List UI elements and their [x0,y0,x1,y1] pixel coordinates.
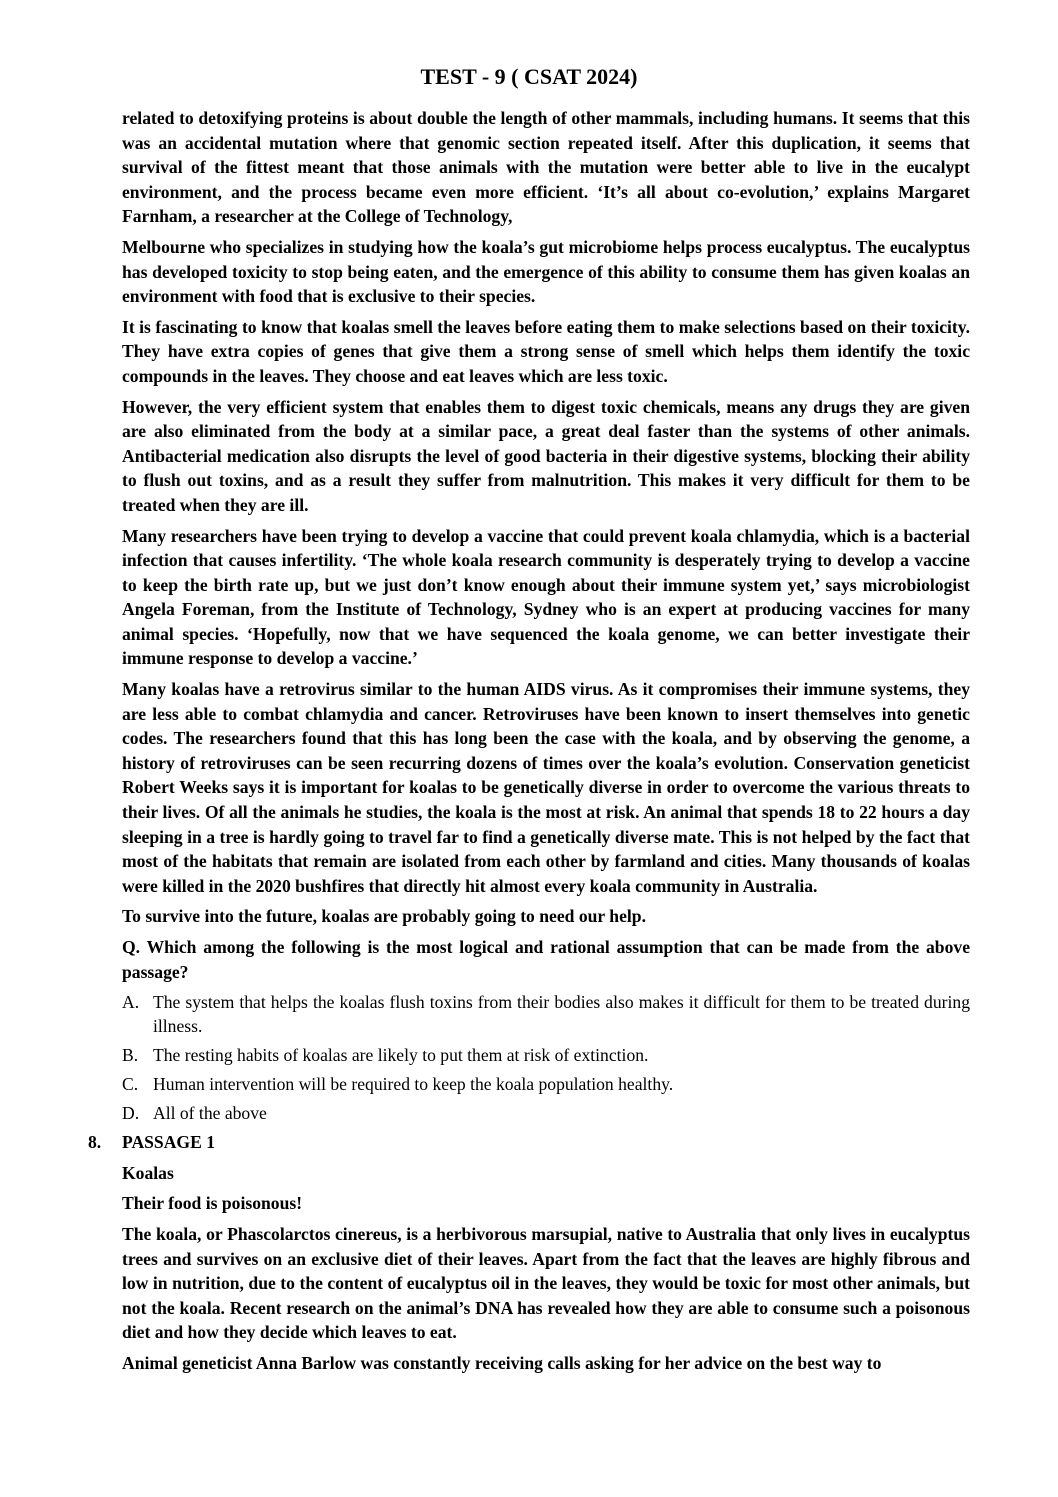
option-text: The system that helps the koalas flush toxins from their bodies also makes it difficult for them to be treated during illness. [153,992,970,1037]
answer-option-c [122,1072,970,1096]
question-8-header [88,1130,970,1155]
answer-option-b [122,1043,970,1067]
option-letter: C. [122,1074,139,1095]
passage-paragraph: Many researchers have been trying to develop a vaccine that could prevent koala chlamydia, which is a bacterial infection that causes infertility. ‘The whole koala research community is desperately trying to develop a vaccine to keep the birth rate up, but we just don’t know enough about their immune system yet,’ says microbiologist Angela Foreman, from the Institute of Technology, Sydney who is an expert at producing vaccines for many animal species. ‘Hopefully, now that we have sequenced the koala genome, we can better investigate their immune response to develop a vaccine.’ [122,525,970,669]
passage-paragraph: The koala, or Phascolarctos cinereus, is a herbivorous marsupial, native to Australia that only lives in eucalyptus trees and survives on an exclusive diet of their leaves. Apart from the fact that the leaves are highly fibrous and low in nutrition, due to the content of eucalyptus oil in the leaves, they would be toxic for most other animals, but not the koala. Recent research on the animal’s DNA has revealed how they are able to consume such a poisonous diet and how they decide which leaves to eat. [122,1223,970,1343]
answer-option-a [122,990,970,1038]
passage-paragraph: Melbourne who specializes in studying how the koala’s gut microbiome helps process eucalyptus. The eucalyptus has developed toxicity to stop being eaten, and the emergence of this ability to consume them has given koalas an environment with food that is exclusive to their species. [122,236,970,307]
passage-paragraph: It is fascinating to know that koalas smell the leaves before eating them to make selections based on their toxicity. They have extra copies of genes that give them a strong sense of smell which helps them identify the toxic compounds in the leaves. They choose and eat leaves which are less toxic. [122,316,970,386]
option-letter: A. [122,992,140,1013]
question-text: Q. Which among the following is the most logical and rational assumption that can be made from the above passage? [122,937,970,982]
passage-title: Koalas [122,1162,174,1183]
passage-paragraph: related to detoxifying proteins is about double the length of other mammals, including humans. It seems that this was an accidental mutation where that genomic section repeated itself. After this duplication, it seems that survival of the fittest meant that those animals with the mutation were better able to live in the eucalypt environment, and the process became even more efficient. ‘It’s all about co-evolution,’ explains Margaret Farnham, a researcher at the College of Technology, [122,108,970,227]
option-text: All of the above [153,1103,267,1124]
option-text: The resting habits of koalas are likely to put them at risk of extinction. [153,1045,649,1066]
question-number: 8. [88,1132,102,1153]
passage-paragraph: To survive into the future, koalas are probably going to need our help. [122,906,646,927]
option-letter: D. [122,1103,140,1124]
answer-options [88,990,970,1125]
passage-paragraph: Many koalas have a retrovirus similar to the human AIDS virus. As it compromises their immune systems, they are less able to combat chlamydia and cancer. Retroviruses have been known to insert themselves into genetic codes. The researchers found that this has long been the case with the koala, and by observing the genome, a history of retroviruses can be seen recurring dozens of times over the koala’s evolution. Conservation geneticist Robert Weeks says it is important for koalas to be genetically diverse in order to overcome the various threats to their lives. Of all the animals he studies, the koala is the most at risk. An animal that spends 18 to 22 hours a day sleeping in a tree is hardly going to travel far to find a genetically diverse mate. This is not helped by the fact that most of the habitats that remain are isolated from each other by farmland and cities. Many thousands of koalas were killed in the 2020 bushfires that directly hit almost every koala community in Australia. [122,679,970,896]
option-letter: B. [122,1045,139,1066]
passage-subtitle: Their food is poisonous! [122,1193,303,1214]
passage-paragraph: Animal geneticist Anna Barlow was constantly receiving calls asking for her advice on the best way to [122,1352,882,1373]
answer-option-d [122,1101,970,1125]
page-title: TEST - 9 ( CSAT 2024) [420,64,638,89]
option-text: Human intervention will be required to keep the koala population healthy. [153,1074,674,1095]
passage-label: PASSAGE 1 [122,1132,216,1153]
document-body [88,106,970,1382]
passage-paragraph: However, the very efficient system that enables them to digest toxic chemicals, means any drugs they are given are also eliminated from the body at a similar pace, a great deal faster than the systems of other animals. Antibacterial medication also disrupts the level of good bacteria in their digestive systems, blocking their ability to flush out toxins, and as a result they suffer from malnutrition. This makes it very difficult for them to be treated when they are ill. [122,396,970,515]
